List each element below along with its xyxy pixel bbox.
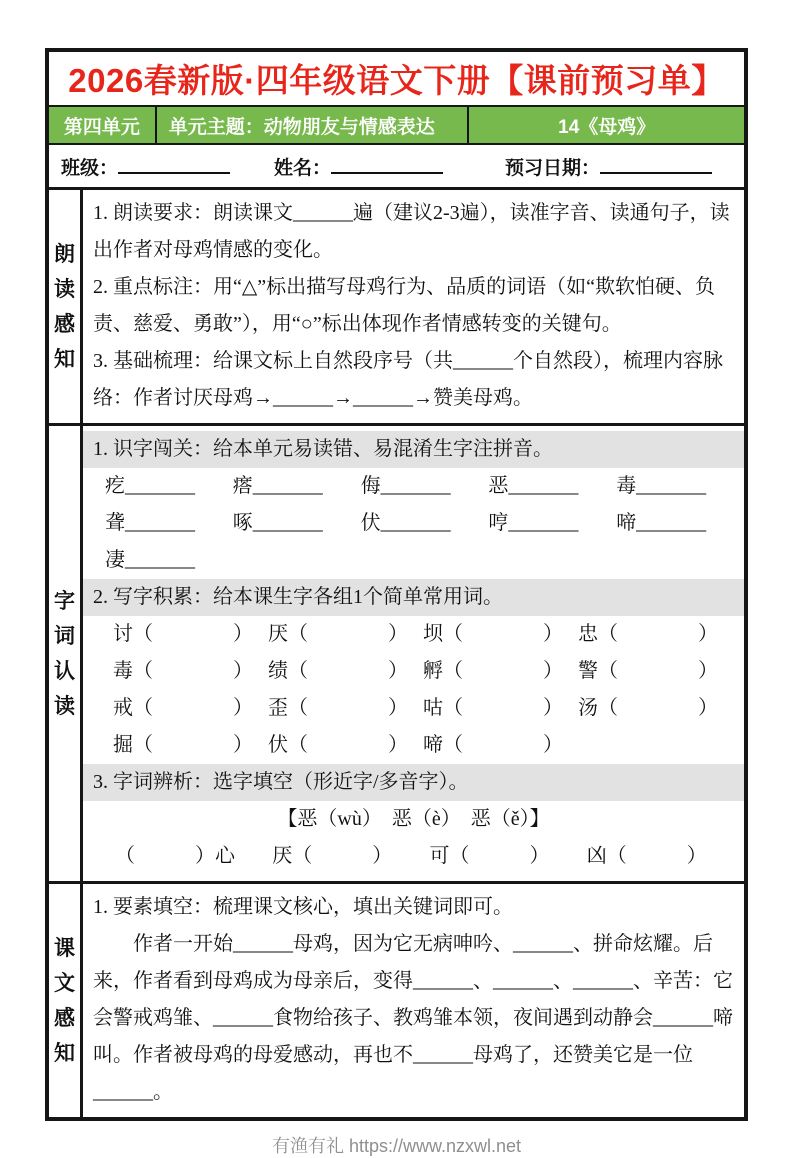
fill-row	[83, 838, 744, 875]
word-cell: 厌（ ）	[268, 623, 408, 645]
word-cell: 绩（ ）	[268, 660, 408, 682]
pinyin-row	[83, 505, 744, 542]
date-blank	[600, 154, 712, 174]
pinyin-cell: 毒_______	[616, 475, 707, 497]
unit-theme: 单元主题：动物朋友与情感表达	[157, 107, 470, 143]
word-cell: 讨（ ）	[113, 623, 253, 645]
section-text-label: 课 文 感 知	[49, 884, 83, 1117]
name-blank	[331, 154, 443, 174]
page-title: 2026春新版·四年级语文下册【课前预习单】	[49, 52, 744, 107]
section-reading-label: 朗 读 感 知	[49, 190, 83, 423]
word-cell: 毒（ ）	[113, 660, 253, 682]
name-label: 姓名：	[274, 157, 332, 179]
item-header-words: 2. 写字积累：给本课生字各组1个简单常用词。	[83, 579, 744, 616]
class-blank	[118, 154, 230, 174]
pinyin-row	[83, 468, 744, 505]
pinyin-cell: 哼_______	[488, 512, 579, 534]
class-label: 班级：	[61, 157, 119, 179]
word-cell: 啼（ ）	[423, 734, 563, 756]
option-bank: 【恶（wù） 恶（è） 恶（ě）】	[277, 808, 550, 830]
lesson-title: 14《母鸡》	[558, 116, 656, 138]
word-cell: 咕（ ）	[423, 697, 563, 719]
pinyin-cell: 恶_______	[488, 475, 579, 497]
word-cell: 伏（ ）	[268, 734, 408, 756]
info-row	[49, 145, 744, 190]
section-words-label: 字 词 认 读	[49, 426, 83, 881]
pinyin-cell: 啄_______	[232, 512, 323, 534]
cloze-paragraph: 作者一开始______母鸡，因为它无病呻吟、______、拼命炫耀。后来，作者看到母鸡成为母亲后，变得______、______、______、辛苦：它会警戒鸡雏、______食物给孩子、教鸡雏本领，夜间遇到动静会______啼叫。作者被母鸡的母爱感动，再也不______母鸡了，还赞美它是一位______。	[93, 933, 733, 1103]
pinyin-row	[83, 542, 744, 579]
instruction-item: 1. 朗读要求：朗读课文______遍（建议2-3遍），读准字音、读通句子，读出作者对母鸡情感的变化。	[93, 202, 730, 261]
pinyin-cell: 疙_______	[105, 475, 195, 497]
section-text	[49, 881, 744, 1117]
section-words-content	[83, 426, 744, 881]
word-cell: 警（ ）	[578, 660, 718, 682]
pinyin-cell: 凄_______	[105, 549, 195, 571]
pinyin-cell: 聋_______	[105, 512, 195, 534]
section-words	[49, 423, 744, 881]
word-row	[83, 616, 744, 653]
pinyin-cell: 瘩_______	[232, 475, 323, 497]
word-cell: 坝（ ）	[423, 623, 563, 645]
item-header-pinyin: 1. 识字闯关：给本单元易读错、易混淆生字注拼音。	[83, 431, 744, 468]
pinyin-cell: 伏_______	[360, 512, 451, 534]
worksheet-frame	[45, 48, 748, 1121]
word-row	[83, 653, 744, 690]
word-cell: 汤（ ）	[578, 697, 718, 719]
instruction-item: 2. 重点标注：用“△”标出描写母鸡行为、品质的词语（如“欺软怕硬、负责、慈爱、勇敢”），用“○”标出体现作者情感转变的关键句。	[93, 276, 716, 335]
section-reading	[49, 190, 744, 423]
word-cell: 孵（ ）	[423, 660, 563, 682]
word-row	[83, 727, 744, 764]
fill-cell: 可（ ）	[429, 845, 550, 867]
pinyin-cell: 啼_______	[616, 512, 707, 534]
class-field	[61, 153, 230, 180]
instruction-item: 3. 基础梳理：给课文标上自然段序号（共______个自然段），梳理内容脉络：作者讨厌母鸡→______→______→赞美母鸡。	[93, 350, 723, 409]
pinyin-cell: 侮_______	[360, 475, 451, 497]
fill-cell: 厌（ ）	[272, 845, 393, 867]
fill-cell: （ ）心	[115, 845, 235, 867]
unit-bar	[49, 107, 744, 145]
word-row	[83, 690, 744, 727]
section-reading-content	[83, 190, 744, 423]
word-cell: 掘（ ）	[113, 734, 253, 756]
unit-number: 第四单元	[49, 107, 157, 143]
footer-watermark: 有渔有礼 https://www.nzxwl.net	[271, 1136, 522, 1156]
name-field	[274, 153, 443, 180]
item-header-discrimination: 3. 字词辨析：选字填空（形近字/多音字）。	[83, 764, 744, 801]
item-header-essentials: 1. 要素填空：梳理课文核心，填出关键词即可。	[93, 896, 513, 918]
section-text-content	[83, 884, 744, 1117]
word-cell: 戒（ ）	[113, 697, 253, 719]
date-label: 预习日期：	[505, 157, 601, 179]
word-cell: 忠（ ）	[578, 623, 718, 645]
word-cell: 歪（ ）	[268, 697, 408, 719]
date-field	[505, 153, 712, 180]
fill-cell: 凶（ ）	[586, 845, 707, 867]
